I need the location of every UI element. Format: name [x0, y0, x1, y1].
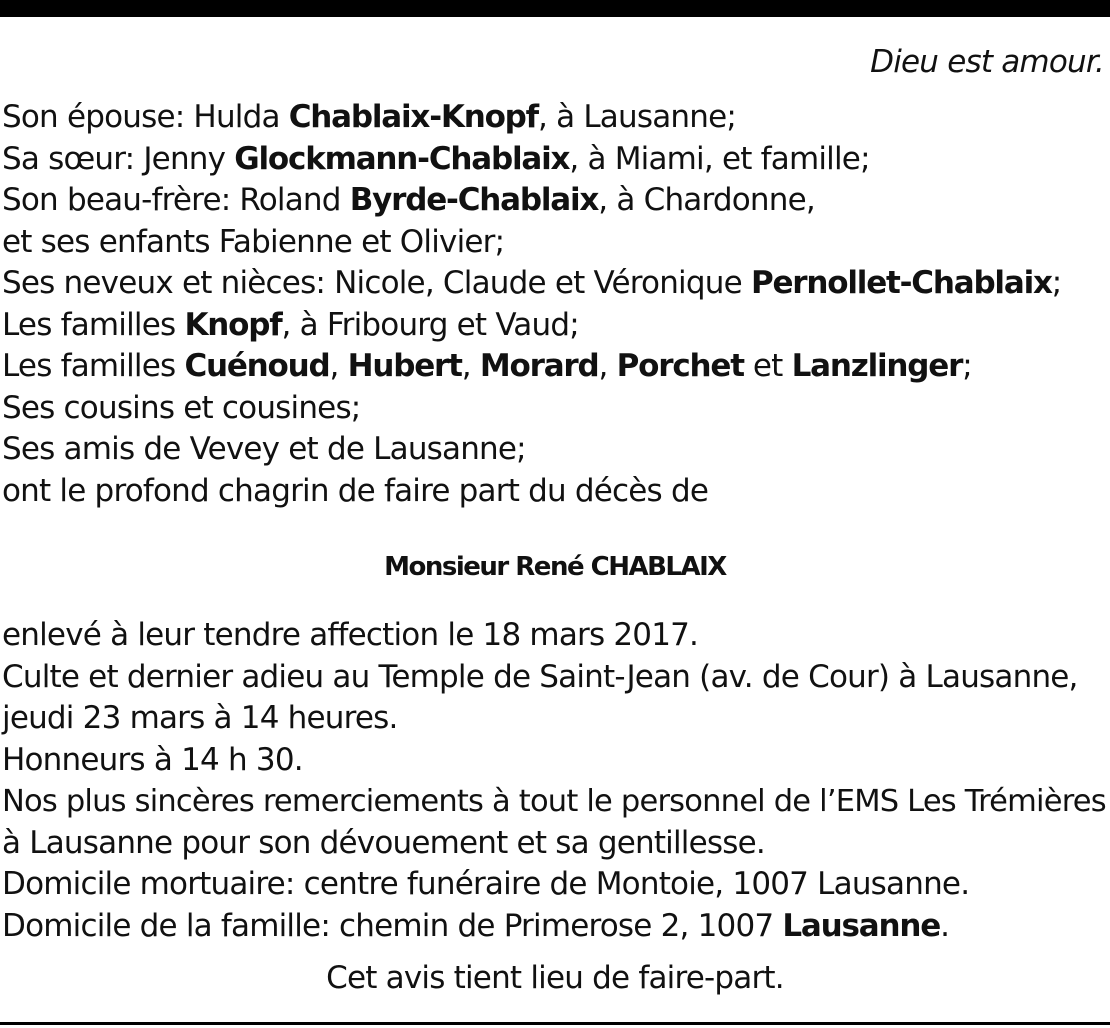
closing-note: Cet avis tient lieu de faire-part.	[326, 960, 784, 996]
line-date-of-death: enlevé à leur tendre affection le 18 mars 2017.	[2, 617, 699, 653]
surname: Porchet	[616, 348, 744, 384]
surname: Hubert	[347, 348, 462, 384]
line-service: Culte et dernier adieu au Temple de Saint-Jean (av. de Cour) à Lausanne,	[2, 658, 1078, 695]
surname: Morard	[479, 348, 599, 384]
line-friends: Ses amis de Vevey et de Lausanne;	[2, 431, 526, 467]
surname: Pernollet-Chablaix	[750, 265, 1052, 301]
motto: Dieu est amour.	[870, 44, 1104, 80]
line-honours: Honneurs à 14 h 30.	[2, 741, 303, 778]
line-service-time: jeudi 23 mars à 14 heures.	[2, 700, 398, 736]
line-announcement: ont le profond chagrin de faire part du décès de	[2, 472, 709, 509]
line-nephews-nieces: Ses neveux et nièces: Nicole, Claude et Véronique Pernollet-Chablaix;	[2, 265, 1062, 301]
surname: Chablaix-Knopf	[288, 99, 538, 135]
line-children: et ses enfants Fabienne et Olivier;	[2, 223, 505, 260]
line-families-others: Les familles Cuénoud, Hubert, Morard, Porchet et Lanzlinger;	[2, 348, 972, 384]
surname: Knopf	[184, 306, 282, 343]
line-thanks: Nos plus sincères remerciements à tout le personnel de l’EMS Les Trémières	[2, 784, 1106, 819]
line-mortuary: Domicile mortuaire: centre funéraire de Montoie, 1007 Lausanne.	[2, 866, 970, 902]
surname: Byrde-Chablaix	[349, 182, 599, 218]
line-cousins: Ses cousins et cousines;	[2, 389, 361, 426]
bottom-border-rule	[0, 1022, 1110, 1025]
deceased-name: Monsieur René CHABLAIX	[384, 552, 726, 582]
city-name: Lausanne	[782, 907, 941, 944]
line-family-address: Domicile de la famille: chemin de Primerose 2, 1007 Lausanne.	[2, 907, 950, 944]
surname: Cuénoud	[184, 348, 330, 384]
family-announcement	[2, 97, 1106, 512]
funeral-details	[2, 615, 1106, 947]
surname: Lanzlinger	[791, 348, 963, 384]
line-sister: Sa sœur: Jenny Glockmann-Chablaix, à Miami, et famille;	[2, 140, 870, 177]
top-border-rule	[0, 0, 1110, 17]
line-families-knopf: Les familles Knopf, à Fribourg et Vaud;	[2, 306, 579, 343]
surname: Glockmann-Chablaix	[234, 140, 570, 177]
line-brother-in-law: Son beau-frère: Roland Byrde-Chablaix, à Chardonne,	[2, 182, 815, 218]
line-thanks-continued: à Lausanne pour son dévouement et sa gentillesse.	[2, 824, 765, 861]
line-spouse: Son épouse: Hulda Chablaix-Knopf, à Lausanne;	[2, 99, 737, 135]
